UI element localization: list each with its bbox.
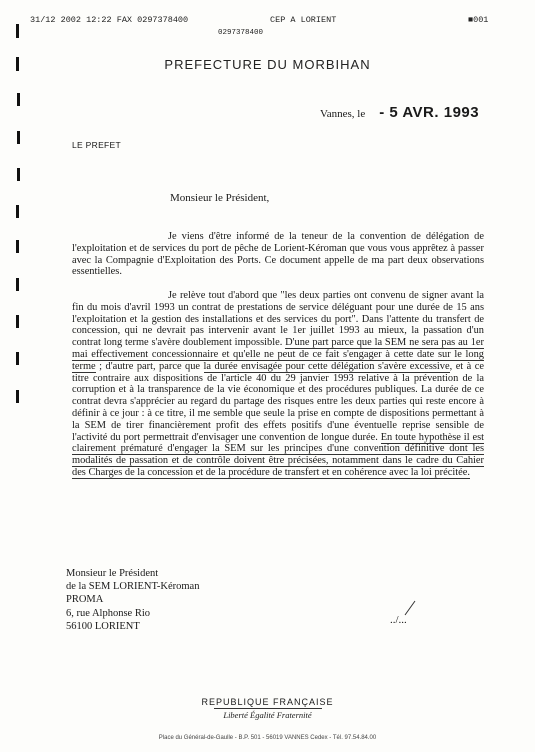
paragraph-segment: , et à ce titre contraire aux dispositions de l'article 40 du 29 janvier 1993 relative à la prévention de la corruption et à la transparence de la vie économique et des procédures publiques. La durée de ce contrat devra s'apprécier au regard du partage des risques entre les deux parties qui reste encore à définir à ce jour : à ce titre, il me semble que seule la prise en compte de dispositions permettant à la SEM de tirer financièrement profit des effets positifs d'une éventuelle reprise sensible de l'activité du port permettrait d'envisager une convention de longue durée. xyxy=(72,360,484,443)
paragraph-segment: ; d'autre part, parce que xyxy=(95,360,204,372)
recipient-line: PROMA xyxy=(66,594,104,606)
scan-mark xyxy=(16,240,19,253)
scan-mark xyxy=(16,352,19,365)
letterhead-title: PREFECTURE DU MORBIHAN xyxy=(164,57,371,72)
recipient-address xyxy=(66,567,199,633)
fax-page-indicator xyxy=(468,15,488,25)
scan-mark xyxy=(17,93,20,106)
footer-divider xyxy=(214,708,322,709)
underlined-passage: D'une part parce que la SEM ne sera pas au 1er mai effectivement concessionnaire et qu'elle ne peut de ce fait s'engager à cette date sur le long terme xyxy=(72,337,484,372)
scan-mark xyxy=(17,168,20,181)
recipient-line: Monsieur le Président xyxy=(66,568,159,579)
body-paragraph-2 xyxy=(72,290,484,479)
recipient-line: de la SEM LORIENT-Kéroman xyxy=(66,581,200,593)
paragraph-segment: Je viens d'être informé de la teneur de la convention de délégation de l'exploitation et de services du port de pêche de Lorient-Kéroman que vous vous apprêtez à passer avec la Compagnie d'Exploitation des Ports. Ce document appelle de ma part deux observations essentielles. xyxy=(72,231,484,278)
footer-address: Place du Général-de-Gaulle - B.P. 501 - 56019 VANNES Cedex - Tél. 97.54.84.00 xyxy=(158,735,377,741)
scan-mark xyxy=(16,278,19,291)
fax-page-icon: ■ xyxy=(468,15,474,25)
date-stamp: - 5 AVR. 1993 xyxy=(379,104,480,121)
underlined-passage: la durée envisagée pour cette délégation s'avère excessive xyxy=(203,360,450,372)
fax-header-left: 31/12 2002 12:22 FAX 0297378400 xyxy=(30,15,189,25)
fax-sub-number: 0297378400 xyxy=(218,29,264,37)
continuation-marker: ../... xyxy=(390,614,407,626)
recipient-line: 56100 LORIENT xyxy=(66,620,140,632)
republic-motto: Liberté Égalité Fraternité xyxy=(223,710,312,720)
paragraph-segment: Je relève tout d'abord que "les deux parties ont convenu de signer avant la fin du mois d'avril 1993 un contrat de prestations de service déléguant pour une durée de 15 ans l'exploitation et la gestion des installations et des services du port". Dans l'attente du transfert de concession, qui ne devrait pas intervenir avant le 1er juillet 1993 au mieux, la passation d'un contrat long terme s'avère doublement impossible. xyxy=(72,290,484,349)
fax-header-sender: CEP A LORIENT xyxy=(270,15,337,25)
body-paragraph-1 xyxy=(72,231,484,278)
scan-mark xyxy=(16,315,19,328)
salutation: Monsieur le Président, xyxy=(170,192,270,204)
scan-mark xyxy=(16,24,19,38)
date-place: Vannes, le xyxy=(320,108,366,120)
letter-date xyxy=(320,104,479,121)
scan-mark xyxy=(16,390,19,403)
scan-mark xyxy=(16,205,19,218)
fax-page-number: 001 xyxy=(473,15,489,25)
recipient-line: 6, rue Alphonse Rio xyxy=(66,607,150,619)
underlined-passage: En toute hypothèse il est clairement prématuré d'engager la SEM sur les principes d'une convention définitive dont les modalités de passation et de contrôle doivent être précisées, notamment dans le cadre du Cahier des Charges de la concession et de la procédure de transfert et en cohérence avec la loi précitée. xyxy=(72,431,485,478)
republic-heading: REPUBLIQUE FRANÇAISE xyxy=(201,697,334,707)
scan-mark xyxy=(17,131,20,144)
sender-label: LE PREFET xyxy=(72,140,121,150)
